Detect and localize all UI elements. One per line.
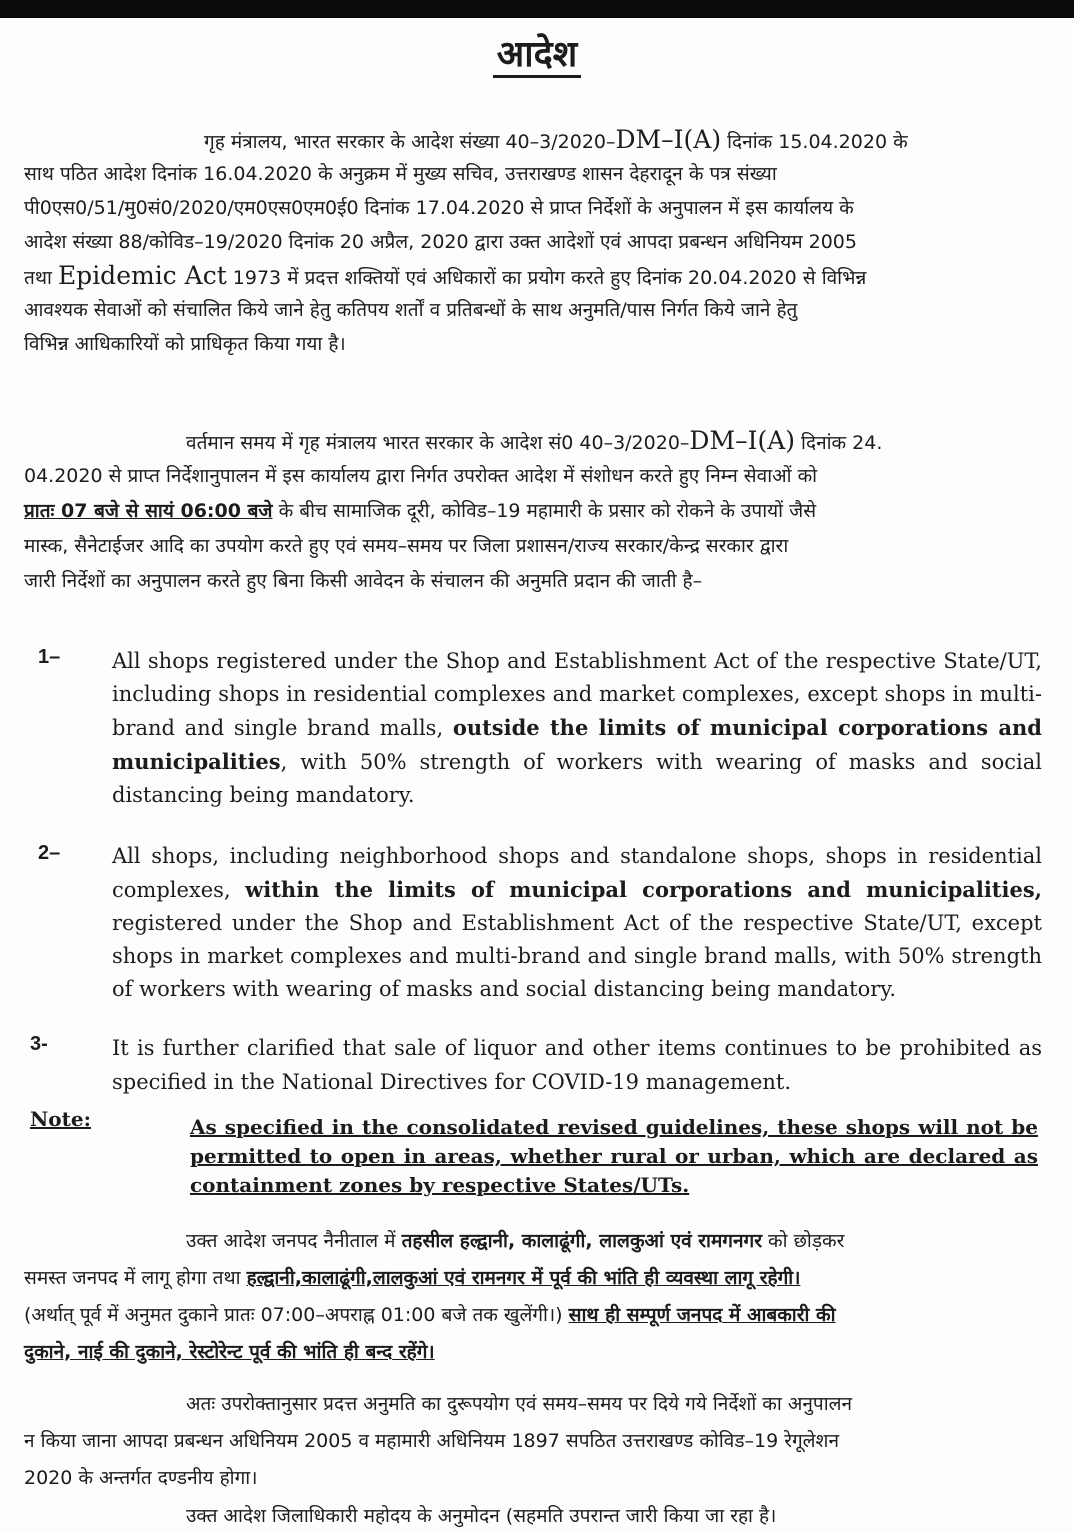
item-3-text: It is further clarified that sale of liquor and other items continues to be prohibited as specified in the National Directives for COVID-19 management.: [112, 1036, 1042, 1094]
para1-line: तथा Epidemic Act 1973 में प्रदत्त शक्तियों एवं अधिकारों का प्रयोग करते हुए दिनांक 20.04.2020 से विभिन्न: [24, 261, 867, 290]
item-1-text: All shops registered under the Shop and Establishment Act of the respective State/UT, including shops in residential complexes and market complexes, except shops in multi-brand and single brand malls, outside the limits of municipal corporations and municipalities, with 50% strength of workers with wearing of masks and social distancing being mandatory.: [112, 649, 1042, 807]
para2-line: 04.2020 से प्राप्त निर्देशानुपालन में इस कार्यालय द्वारा निर्गत उपरोक्त आदेश में संशोधन करते हुए निम्न सेवाओं को: [24, 465, 818, 487]
item-number: 2–: [38, 842, 61, 864]
para3-line: (अर्थात् पूर्व में अनुमत दुकाने प्रातः 07:00–अपराह्न 01:00 बजे तक खुलेंगी।) साथ ही सम्पूर्ण जनपद में आबकारी की: [24, 1304, 836, 1326]
para3-line: समस्त जनपद में लागू होगा तथा हल्द्वानी,कालाढूंगी,लालकुआं एवं रामनगर में पूर्व की भांति ही व्यवस्था लागू रहेगी।: [24, 1267, 801, 1289]
item-2-text: All shops, including neighborhood shops and standalone shops, shops in residential complexes, within the limits of municipal corporations and municipalities, registered under the Shop and Establishment Act of the respective State/UT, except shops in market complexes and multi-brand and single brand malls, with 50% strength of workers with wearing of masks and social distancing being mandatory.: [112, 844, 1042, 1001]
para2-line: मास्क, सैनेटाईजर आदि का उपयोग करते हुए एवं समय–समय पर जिला प्रशासन/राज्य सरकार/केन्द्र सरकार द्वारा: [24, 535, 789, 557]
para3-line: उक्त आदेश जनपद नैनीताल में तहसील हल्द्वानी, कालाढूंगी, लालकुआं एवं रामगनगर को छोड़कर: [186, 1230, 845, 1252]
para4-line: न किया जाना आपदा प्रबन्धन अधिनियम 2005 व महामारी अधिनियम 1897 सपठित उत्तराखण्ड कोविड–19 रेगूलेशन: [24, 1430, 840, 1452]
para3-line: दुकाने, नाई की दुकाने, रेस्टोरेन्ट पूर्व की भांति ही बन्द रहेंगे।: [24, 1341, 435, 1363]
para1-line: विभिन्न आधिकारियों को प्राधिकृत किया गया है।: [24, 333, 346, 355]
para2-line: प्रातः 07 बजे से सायं 06:00 बजे के बीच सामाजिक दूरी, कोविड–19 महामारी के प्रसार को रोकने के उपायों जैसे: [24, 500, 817, 522]
note-label: Note:: [30, 1107, 91, 1131]
para1-line: आवश्यक सेवाओं को संचालित किये जाने हेतु कतिपय शर्तों व प्रतिबन्धों के साथ अनुमति/पास निर्गत किये जाने हेतु: [24, 299, 798, 321]
para4-line: 2020 के अन्तर्गत दण्डनीय होगा।: [24, 1467, 258, 1489]
para1-line: पी0एस0/51/मु0सं0/2020/एम0एस0एम0ई0 दिनांक 17.04.2020 से प्राप्त निर्देशों के अनुपालन में इस कार्यालय के: [24, 197, 854, 219]
para4-line: अतः उपरोक्तानुसार प्रदत्त अनुमति का दुरूपयोग एवं समय–समय पर दिये गये निर्देशों का अनुपालन: [186, 1393, 853, 1415]
para5-line: उक्त आदेश जिलाधिकारी महोदय के अनुमोदन (सहमति उपरान्त जारी किया जा रहा है।: [186, 1505, 777, 1527]
note-text: As specified in the consolidated revised guidelines, these shops will not be permitted to open in areas, whether rural or urban, which are declared as containment zones by respective States/UTs.: [190, 1115, 1038, 1197]
para1-line: साथ पठित आदेश दिनांक 16.04.2020 के अनुक्रम में मुख्य सचिव, उत्तराखण्ड शासन देहरादून के पत्र संख्या: [24, 163, 777, 185]
para2-line: वर्तमान समय में गृह मंत्रालय भारत सरकार के आदेश सं0 40–3/2020–DM–I(A) दिनांक 24.: [186, 426, 883, 455]
page-title: आदेश: [0, 30, 1074, 80]
item-number: 3-: [30, 1033, 48, 1055]
item-number: 1–: [38, 646, 61, 668]
para2-line: जारी निर्देशों का अनुपालन करते हुए बिना किसी आवेदन के संचालन की अनुमति प्रदान की जाती है–: [24, 570, 703, 592]
para1-line: गृह मंत्रालय, भारत सरकार के आदेश संख्या 40–3/2020–DM–I(A) दिनांक 15.04.2020 के: [204, 125, 908, 154]
para1-line: आदेश संख्या 88/कोविड–19/2020 दिनांक 20 अप्रैल, 2020 द्वारा उक्त आदेशों एवं आपदा प्रबन्धन अधिनियम 2005: [24, 231, 857, 253]
top-bar: [0, 0, 1074, 18]
